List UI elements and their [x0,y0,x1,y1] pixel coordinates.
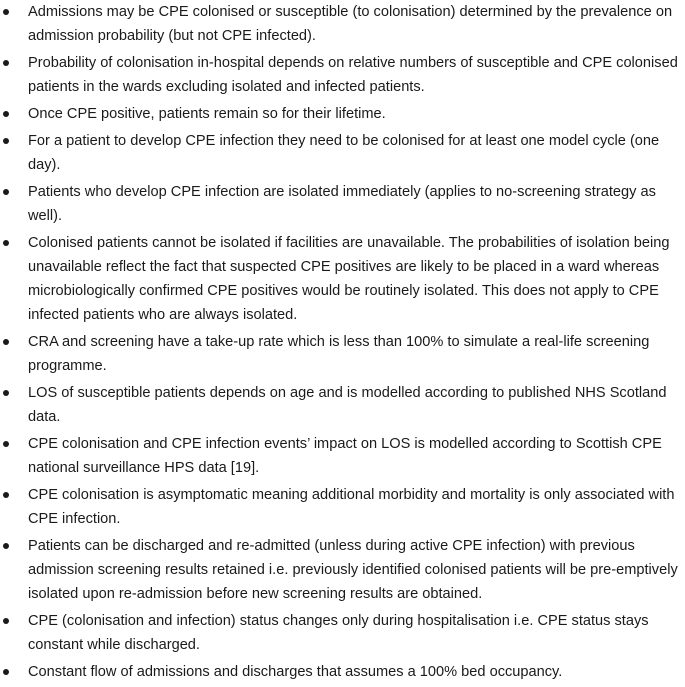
list-item [0,129,679,177]
list-item-text: Once CPE positive, patients remain so for their lifetime. [28,106,386,122]
list-item [0,432,679,480]
bullet-icon [3,60,9,66]
list-item [0,534,679,606]
list-item-text: For a patient to develop CPE infection they need to be colonised for at least one model cycle (one day). [28,133,660,173]
list-item-text: Probability of colonisation in-hospital depends on relative numbers of susceptible and CPE colonised patients in the wards excluding isolated and infected patients. [28,55,678,95]
bullet-icon [3,138,9,144]
list-item [0,483,679,531]
list-item [0,102,679,126]
list-item-text: Patients can be discharged and re-admitted (unless during active CPE infection) with previous admission screening results retained i.e. previously identified colonised patients will be pre-emptively isolated upon re-admission before new screening results are obtained. [28,538,678,602]
list-item-text: CPE colonisation and CPE infection events’ impact on LOS is modelled according to Scottish CPE national surveillance HPS data [19]. [28,436,662,476]
list-item-text: Admissions may be CPE colonised or susceptible (to colonisation) determined by the prevalence on admission probability (but not CPE infected). [28,4,673,44]
list-item [0,231,679,327]
bullet-icon [3,390,9,396]
list-item [0,660,679,684]
list-item-text: CPE colonisation is asymptomatic meaning additional morbidity and mortality is only associated with CPE infection. [28,487,675,527]
bullet-icon [3,492,9,498]
bullet-icon [3,441,9,447]
list-item [0,0,679,48]
list-item-text: LOS of susceptible patients depends on age and is modelled according to published NHS Scotland data. [28,385,667,425]
list-item [0,381,679,429]
bullet-icon [3,111,9,117]
bullet-icon [3,669,9,675]
list-item-text: CPE (colonisation and infection) status changes only during hospitalisation i.e. CPE status stays constant while discharged. [28,613,649,653]
bullet-icon [3,240,9,246]
bullet-icon [3,339,9,345]
list-item [0,609,679,657]
list-item-text: Colonised patients cannot be isolated if facilities are unavailable. The probabilities of isolation being unavailable reflect the fact that suspected CPE positives are likely to be placed in a ward whereas microbiologically confirmed CPE positives would be routinely isolated. This does not apply to CPE infected patients who are always isolated. [28,235,670,323]
list-item-text: CRA and screening have a take-up rate which is less than 100% to simulate a real-life screening programme. [28,334,650,374]
list-item [0,180,679,228]
bullet-icon [3,9,9,15]
list-item [0,330,679,378]
bullet-icon [3,618,9,624]
bullet-icon [3,189,9,195]
bullet-icon [3,543,9,549]
list-item-text: Patients who develop CPE infection are isolated immediately (applies to no-screening strategy as well). [28,184,656,224]
list-item-text: Constant flow of admissions and discharges that assumes a 100% bed occupancy. [28,664,563,680]
list-item [0,51,679,99]
